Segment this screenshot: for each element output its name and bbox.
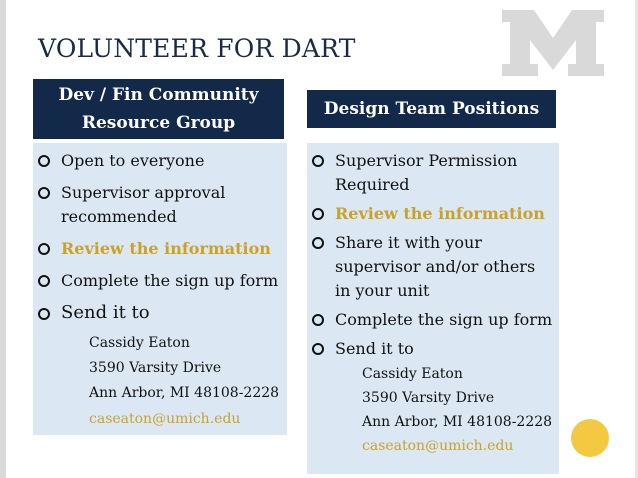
- list-item: Supervisor Permission Required: [310, 149, 535, 197]
- hollow-circle-bullet-icon: [312, 155, 324, 167]
- hollow-circle-bullet-icon: [312, 314, 324, 326]
- list-item: Send it to: [36, 301, 281, 325]
- address-street: 3590 Varsity Drive: [89, 360, 222, 376]
- right-header-label: Design Team Positions: [323, 99, 540, 119]
- list-item: Complete the sign up form: [36, 269, 281, 293]
- left-header-line1: Dev / Fin Community: [58, 85, 259, 105]
- slide-title: VOLUNTEER FOR DART: [38, 34, 356, 63]
- hollow-circle-bullet-icon: [38, 275, 50, 287]
- address-name: Cassidy Eaton: [89, 335, 190, 351]
- right-address-block: [362, 362, 552, 458]
- email-link[interactable]: caseaton@umich.edu: [362, 438, 514, 454]
- address-city: Ann Arbor, MI 48108-2228: [362, 414, 553, 430]
- left-column-header: [33, 79, 284, 139]
- list-item[interactable]: [36, 237, 281, 261]
- yellow-circle-icon: [571, 419, 609, 457]
- list-item: Share it with your supervisor and/or others in your unit: [310, 231, 555, 303]
- list-item: Open to everyone: [36, 149, 281, 173]
- list-item: Supervisor approval recommended: [36, 181, 246, 229]
- left-bullet-list: [36, 149, 281, 325]
- left-header-line2: Resource Group: [81, 113, 236, 133]
- block-m-logo-icon: [498, 6, 608, 80]
- hollow-circle-bullet-icon: [312, 237, 324, 249]
- slide-left-border: [0, 0, 6, 478]
- list-item: Complete the sign up form: [310, 308, 555, 332]
- hollow-circle-bullet-icon: [38, 243, 50, 255]
- list-item: Send it to: [310, 337, 555, 361]
- address-street: 3590 Varsity Drive: [362, 390, 495, 406]
- left-address-block: [89, 331, 279, 432]
- review-information-link[interactable]: Review the information: [335, 204, 545, 223]
- list-item[interactable]: [310, 202, 555, 226]
- address-city: Ann Arbor, MI 48108-2228: [89, 385, 280, 401]
- address-name: Cassidy Eaton: [362, 366, 463, 382]
- right-column-header: [307, 90, 556, 128]
- hollow-circle-bullet-icon: [38, 155, 50, 167]
- email-link[interactable]: caseaton@umich.edu: [89, 411, 241, 427]
- hollow-circle-bullet-icon: [312, 208, 324, 220]
- hollow-circle-bullet-icon: [38, 308, 50, 320]
- hollow-circle-bullet-icon: [312, 343, 324, 355]
- hollow-circle-bullet-icon: [38, 187, 50, 199]
- review-information-link[interactable]: Review the information: [61, 239, 271, 258]
- right-bullet-list: [310, 149, 555, 361]
